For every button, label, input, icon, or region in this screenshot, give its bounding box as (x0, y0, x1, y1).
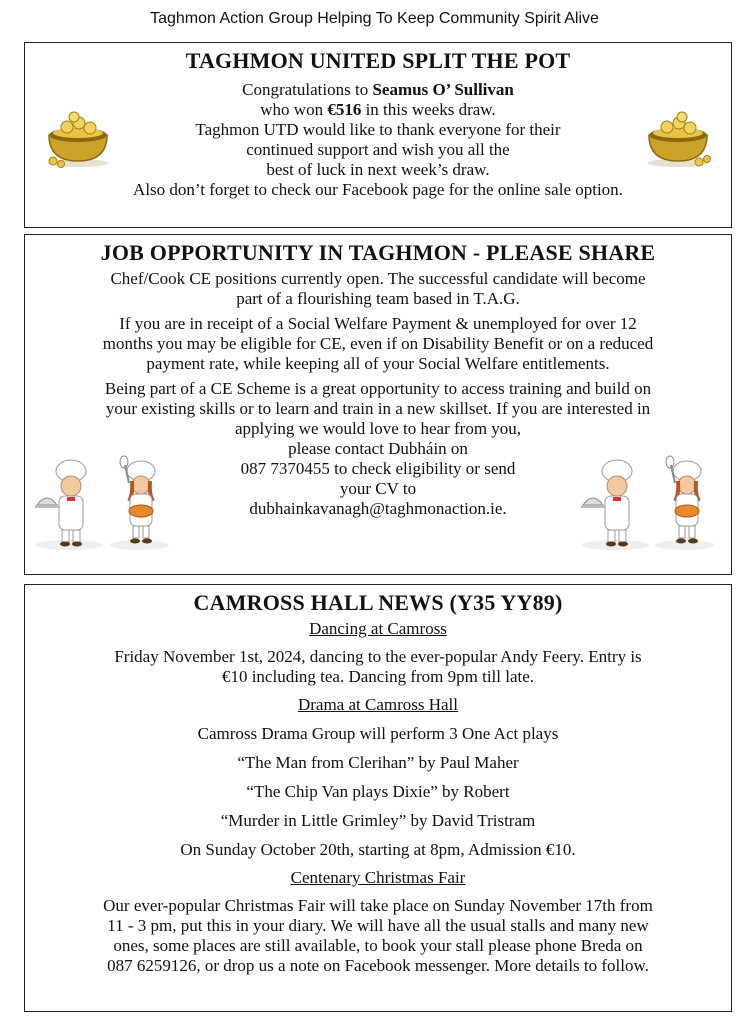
dancing-heading: Dancing at Camross (309, 619, 447, 638)
fair-heading: Centenary Christmas Fair (290, 868, 466, 887)
page-header: Taghmon Action Group Helping To Keep Community Spirit Alive (150, 10, 599, 27)
job-opportunity-section (24, 234, 732, 575)
fair-paragraph: Our ever-popular Christmas Fair will take place on Sunday November 17th from 11 - 3 pm, put this in your diary. We will have all the usual stalls and many new ones, some places are still available, to book your stall please phone Breda on 087 6259126, or drop us a note on Facebook messenger. More details to follow. (103, 896, 653, 975)
section-title: JOB OPPORTUNITY IN TAGHMON - PLEASE SHARE (100, 240, 656, 265)
pot-of-gold-icon (41, 99, 115, 169)
congratulations-line: Congratulations to Seamus O’ Sullivan (242, 80, 514, 99)
drama-line: “Murder in Little Grimley” by David Tristram (220, 811, 536, 830)
body-line: Also don’t forget to check our Facebook page for the online sale option. (133, 180, 623, 199)
body-line: continued support and wish you all the (246, 140, 510, 159)
dancing-paragraph: Friday November 1st, 2024, dancing to the ever-popular Andy Feery. Entry is €10 including tea. Dancing from 9pm till late. (114, 647, 642, 686)
contact-phone: 087 7370455 to check eligibility or send (240, 459, 516, 478)
chefs-illustration (575, 453, 725, 553)
job-paragraph: Being part of a CE Scheme is a great opportunity to access training and build on your existing skills or to learn and train in a new skillset. If you are interested in applying we would love to hear from you, please contact Dubháin on 087 7370455 to check eligibility or send your CV to dubhainkavanagh@taghmonaction.ie. (25, 379, 731, 519)
amount-line: who won €516 in this weeks draw. (260, 100, 496, 119)
drama-line: Camross Drama Group will perform 3 One Act plays (197, 724, 559, 743)
prize-amount: €516 (327, 100, 362, 119)
section-title: CAMROSS HALL NEWS (Y35 YY89) (193, 590, 563, 615)
job-paragraph: Chef/Cook CE positions currently open. The successful candidate will become part of a flourishing team based in T.A.G. (110, 269, 646, 308)
job-paragraph: If you are in receipt of a Social Welfare Payment & unemployed for over 12 months you may be eligible for CE, even if on Disability Benefit or on a reduced payment rate, while keeping all of your Social Welfare entitlements. (102, 314, 654, 373)
drama-heading: Drama at Camross Hall (297, 695, 459, 714)
split-the-pot-section (24, 42, 732, 228)
winner-name: Seamus O’ Sullivan (372, 80, 514, 99)
contact-email: dubhainkavanagh@taghmonaction.ie. (249, 499, 507, 518)
drama-line: “The Chip Van plays Dixie” by Robert (246, 782, 510, 801)
camross-hall-section (24, 584, 732, 1012)
chefs-illustration (29, 453, 179, 553)
drama-line: On Sunday October 20th, starting at 8pm, Admission €10. (180, 840, 576, 859)
section-title: TAGHMON UNITED SPLIT THE POT (185, 48, 571, 73)
drama-line: “The Man from Clerihan” by Paul Maher (237, 753, 519, 772)
body-line: best of luck in next week’s draw. (266, 160, 490, 179)
pot-of-gold-icon (641, 99, 715, 169)
body-line: Taghmon UTD would like to thank everyone for their (195, 120, 561, 139)
